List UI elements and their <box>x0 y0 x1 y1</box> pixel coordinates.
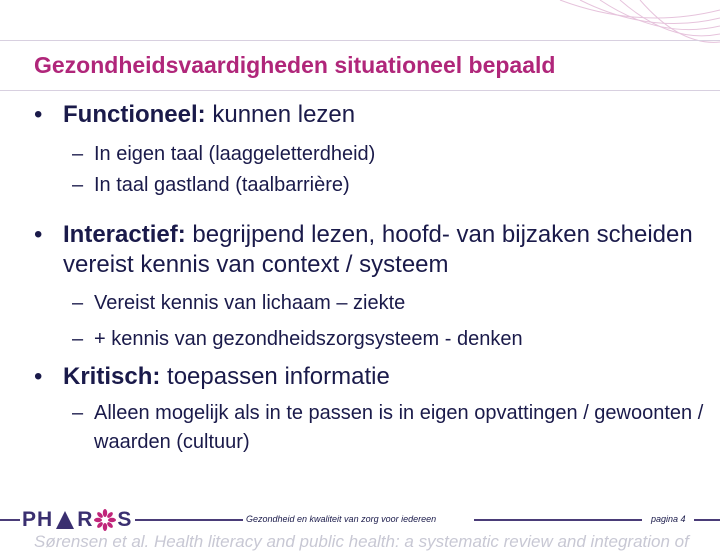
triangle-icon <box>54 509 76 531</box>
footer-rule <box>474 519 642 521</box>
bullet-term: Functioneel: <box>63 101 206 128</box>
logo-text-r: R <box>77 508 94 531</box>
dash-icon: – <box>72 143 84 165</box>
bullet-icon: • <box>34 221 43 248</box>
decorative-lines <box>520 0 720 50</box>
footer-rule <box>0 519 20 521</box>
dash-icon: – <box>72 402 84 424</box>
bullet-term: Interactief: <box>63 221 186 248</box>
title-bottom-rule <box>0 90 720 91</box>
bullet-text: kunnen lezen <box>205 101 356 128</box>
logo-text-left: PH <box>22 508 54 531</box>
dash-icon: – <box>72 292 84 314</box>
footer-rule <box>135 519 243 521</box>
logo-text-right: S <box>117 508 133 531</box>
sub-bullet-text: In eigen taal (laaggeletterdheid) <box>94 143 376 165</box>
asterisk-icon <box>94 509 116 531</box>
sub-bullet-text: Vereist kennis van lichaam – ziekte <box>94 292 406 314</box>
page-number: pagina 4 <box>651 514 686 524</box>
slide-title: Gezondheidsvaardigheden situationeel bepaald <box>34 52 556 78</box>
title-top-rule <box>0 40 720 41</box>
dash-icon: – <box>72 328 84 350</box>
sub-bullet-text: Alleen mogelijk als in te passen is in eigen opvattingen / gewoonten / waarden (cultuur) <box>94 402 704 453</box>
reference-text: Sørensen et al. Health literacy and public health: a systematic review and integration of <box>34 532 689 551</box>
pharos-logo <box>22 505 132 535</box>
dash-icon: – <box>72 174 84 196</box>
bullet-text: toepassen informatie <box>160 363 390 390</box>
sub-bullet-text: In taal gastland (taalbarrière) <box>94 174 350 196</box>
bullet-icon: • <box>34 101 43 128</box>
footer-rule <box>694 519 720 521</box>
bullet-term: Kritisch: <box>63 363 161 390</box>
footer-tagline: Gezondheid en kwaliteit van zorg voor iedereen <box>246 514 437 524</box>
sub-bullet-text: + kennis van gezondheidszorgsysteem - denken <box>94 328 523 350</box>
bullet-text: begrijpend lezen, hoofd- van bijzaken scheiden vereist kennis van context / systeem <box>63 221 693 278</box>
bullet-icon: • <box>34 363 43 390</box>
